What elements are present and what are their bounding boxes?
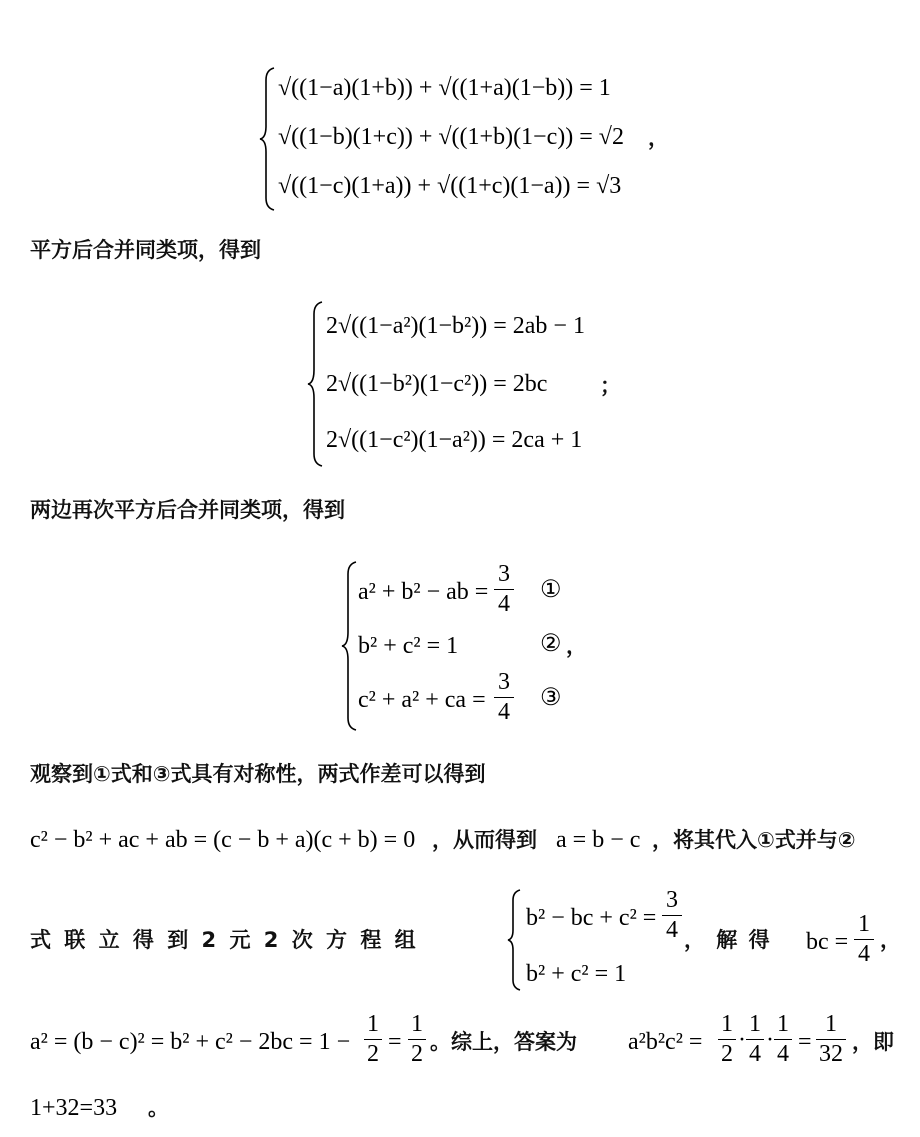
fraction-bar (816, 1039, 846, 1040)
fraction-numerator: 1 (721, 1011, 733, 1037)
line6-g3 (774, 1012, 792, 1067)
fraction-numerator: 3 (666, 887, 678, 913)
system3-eq3-mark: ③ (540, 685, 562, 711)
fraction-denominator: 2 (367, 1041, 379, 1068)
system3-eq2-mark: ② (540, 631, 562, 657)
system2-eq3: 2√((1−c²)(1−a²)) = 2ca + 1 (326, 427, 583, 453)
line6-math-b: a²b²c² = (628, 1029, 703, 1055)
fraction-numerator: 1 (749, 1011, 761, 1037)
fraction-denominator: 4 (666, 917, 678, 944)
system1-eq2: √((1−b)(1+c)) + √((1+b)(1−c)) = √2 (278, 124, 624, 150)
line6-g1 (718, 1012, 736, 1067)
line4-text-b: ，将其代入①式并与② (652, 828, 856, 852)
line6-eq-sign: = (388, 1029, 402, 1055)
system3-suffix: ， (566, 634, 587, 658)
fraction-bar (494, 697, 514, 698)
line6-text-a: 。综上，答案为 (430, 1030, 577, 1054)
brace-icon (258, 66, 278, 212)
system3-eq2: b² + c² = 1 (358, 633, 459, 659)
brace-icon (340, 560, 360, 732)
line6-text-b: ，即 (852, 1030, 894, 1054)
fraction-numerator: 1 (825, 1011, 837, 1037)
line5-tail: ， (880, 928, 901, 952)
system2-eq2: 2√((1−b²)(1−c²)) = 2bc (326, 371, 548, 397)
fraction-bar (662, 915, 682, 916)
line6-g2 (746, 1012, 764, 1067)
fraction-denominator: 4 (777, 1041, 789, 1068)
system2-suffix: ； (600, 374, 621, 398)
fraction-denominator: 4 (749, 1041, 761, 1068)
line4-math2: a = b − c (556, 827, 641, 853)
line7-math: 1+32=33 (30, 1095, 118, 1121)
fraction-bar (718, 1039, 736, 1040)
brace-icon (506, 888, 524, 992)
fraction-denominator: 32 (819, 1041, 843, 1068)
dot-icon: · (738, 1027, 746, 1053)
line7-text: 。 (148, 1096, 169, 1120)
line6-frac2 (408, 1012, 426, 1067)
fraction-denominator: 4 (858, 941, 870, 968)
line6-eq-sign2: = (798, 1029, 812, 1055)
system1-eq1: √((1−a)(1+b)) + √((1+a)(1−b)) = 1 (278, 75, 611, 101)
fraction-bar (854, 939, 874, 940)
system1-suffix: ， (648, 126, 669, 150)
line5-sys-eq2: b² + c² = 1 (526, 961, 627, 987)
fraction-numerator: 1 (411, 1011, 423, 1037)
dot-icon: · (766, 1027, 774, 1053)
fraction-denominator: 4 (498, 591, 510, 618)
system2-eq1: 2√((1−a²)(1−b²)) = 2ab − 1 (326, 313, 585, 339)
brace-icon (306, 300, 326, 468)
fraction-numerator: 3 (498, 561, 510, 587)
fraction-numerator: 1 (858, 911, 870, 937)
line5-text-b: ， 解 得 (684, 928, 770, 952)
line5-bc-fraction (854, 912, 874, 967)
fraction-denominator: 4 (498, 699, 510, 726)
fraction-bar (746, 1039, 764, 1040)
fraction-bar (408, 1039, 426, 1040)
fraction-numerator: 1 (367, 1011, 379, 1037)
text2: 两边再次平方后合并同类项，得到 (30, 498, 345, 522)
fraction-bar (364, 1039, 382, 1040)
system3-eq1: a² + b² − ab = (358, 579, 489, 605)
system3-eq3: c² + a² + ca = (358, 687, 486, 713)
line6-g4 (816, 1012, 846, 1067)
text1: 平方后合并同类项，得到 (30, 238, 261, 262)
system3-eq3-fraction (494, 670, 514, 725)
fraction-numerator: 1 (777, 1011, 789, 1037)
line4-text-a: ，从而得到 (432, 828, 537, 852)
fraction-bar (774, 1039, 792, 1040)
fraction-bar (494, 589, 514, 590)
system3-eq1-fraction (494, 562, 514, 617)
fraction-denominator: 2 (721, 1041, 733, 1068)
line5-math-bc: bc = (806, 929, 849, 955)
line5-sys-eq1-fraction (662, 888, 682, 943)
line5-text-a: 式 联 立 得 到 2 元 2 次 方 程 组 (30, 928, 416, 952)
fraction-denominator: 2 (411, 1041, 423, 1068)
line6-frac1 (364, 1012, 382, 1067)
system1-eq3: √((1−c)(1+a)) + √((1+c)(1−a)) = √3 (278, 173, 622, 199)
line5-sys-eq1: b² − bc + c² = (526, 905, 657, 931)
line6-math-a: a² = (b − c)² = b² + c² − 2bc = 1 − (30, 1029, 351, 1055)
text3: 观察到①式和③式具有对称性，两式作差可以得到 (30, 762, 486, 786)
system3-eq1-mark: ① (540, 577, 562, 603)
line4-math: c² − b² + ac + ab = (c − b + a)(c + b) = 0 (30, 827, 416, 853)
fraction-numerator: 3 (498, 669, 510, 695)
